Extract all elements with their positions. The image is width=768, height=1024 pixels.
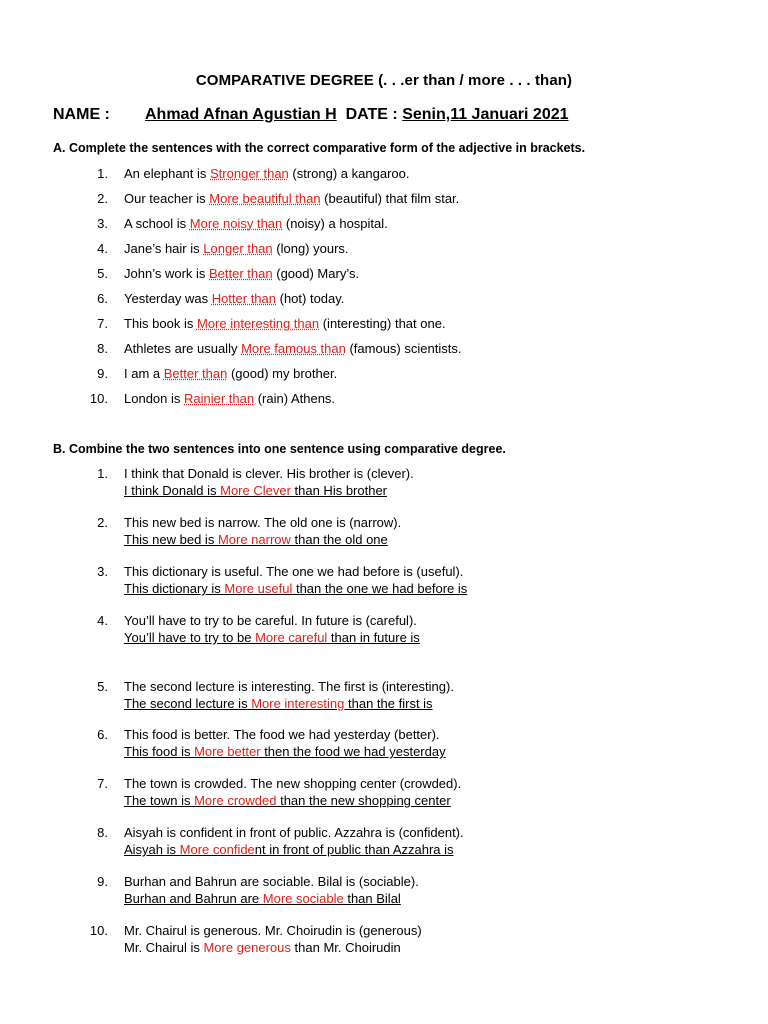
answer-text: This dictionary is (124, 581, 225, 596)
header-line (53, 106, 753, 124)
item-answer: More noisy than (189, 216, 283, 231)
item-answer-line (124, 483, 387, 499)
item-text: (good) my brother. (227, 366, 338, 381)
answer-text: than the new shopping center (276, 793, 451, 808)
item-question: You’ll have to try to be careful. In future is (careful). (124, 613, 417, 628)
item-number: 10. (89, 391, 108, 406)
answer-text: Mr. Chairul is (124, 940, 204, 955)
item-number: 9. (97, 366, 108, 381)
answer-highlight: More careful (255, 630, 328, 645)
item-answer: Longer than (203, 241, 273, 256)
item-answer-line (124, 532, 388, 548)
item-number: 5. (97, 266, 108, 281)
answer-text: than Mr. Choirudin (290, 940, 401, 955)
item-text: (strong) a kangaroo. (288, 166, 410, 181)
item-number: 9. (97, 874, 108, 889)
item-answer: Hotter than (211, 291, 277, 306)
item-number: 3. (97, 564, 108, 579)
item-text: (rain) Athens. (254, 391, 336, 406)
answer-text: Burhan and Bahrun are (124, 891, 263, 906)
answer-text: This new bed is (124, 532, 218, 547)
item-number: 3. (97, 216, 108, 231)
answer-text: than in future is (327, 630, 420, 645)
item-number: 2. (97, 515, 108, 530)
item-question: Mr. Chairul is generous. Mr. Choirudin is (generous) (124, 923, 422, 938)
item-answer-line (124, 940, 401, 956)
item-number: 4. (97, 241, 108, 256)
item-question: This new bed is narrow. The old one is (narrow). (124, 515, 402, 530)
item-answer: Better than (209, 266, 273, 281)
item-text: (long) yours. (272, 241, 349, 256)
item-number: 5. (97, 679, 108, 694)
answer-text: This food is (124, 744, 195, 759)
answer-highlight: More confide (179, 842, 255, 857)
answer-highlight: More useful (224, 581, 293, 596)
item-answer-line (124, 630, 420, 646)
item-text: A school is (124, 216, 190, 231)
answer-text: The town is (124, 793, 195, 808)
item-text: (noisy) a hospital. (282, 216, 388, 231)
item-text: An elephant is (124, 166, 211, 181)
item-question: I think that Donald is clever. His brother is (clever). (124, 466, 414, 481)
item-text: Athletes are usually (124, 341, 242, 356)
item-text: (interesting) that one. (319, 316, 446, 331)
item-question: Burhan and Bahrun are sociable. Bilal is (sociable). (124, 874, 419, 889)
item-text: (famous) scientists. (345, 341, 462, 356)
item-answer: Better than (163, 366, 228, 381)
item-answer: More interesting than (196, 316, 320, 331)
answer-text: The second lecture is (124, 696, 252, 711)
page-title: COMPARATIVE DEGREE (. . .er than / more . . . than) (195, 72, 573, 89)
item-text: (beautiful) that film star. (320, 191, 460, 206)
item-question: This dictionary is useful. The one we had before is (useful). (124, 564, 464, 579)
item-text: Jane’s hair is (124, 241, 204, 256)
answer-highlight: More crowded (194, 793, 277, 808)
item-text: Our teacher is (124, 191, 210, 206)
answer-text: than Bilal (343, 891, 401, 906)
item-text: I am a (124, 366, 164, 381)
answer-highlight: More Clever (220, 483, 291, 498)
item-answer-line (124, 842, 454, 858)
answer-text: You’ll have to try to be (124, 630, 256, 645)
name-value: Ahmad Afnan Agustian H (145, 106, 337, 123)
item-number: 1. (97, 466, 108, 481)
item-number: 1. (97, 166, 108, 181)
item-question: This food is better. The food we had yesterday (better). (124, 727, 440, 742)
item-answer-line (124, 581, 467, 597)
item-number: 2. (97, 191, 108, 206)
item-answer-line (124, 793, 451, 809)
item-question: The town is crowded. The new shopping center (crowded). (124, 776, 462, 791)
answer-text: than the old one (290, 532, 388, 547)
item-text: Yesterday was (124, 291, 212, 306)
date-label: DATE : (345, 106, 398, 123)
answer-text: I think Donald is (124, 483, 221, 498)
item-answer-line (124, 891, 401, 907)
item-text: John’s work is (124, 266, 210, 281)
item-question: The second lecture is interesting. The first is (interesting). (124, 679, 454, 694)
name-label: NAME : (53, 106, 110, 123)
answer-text: than the one we had before is (292, 581, 468, 596)
item-answer: Rainier than (184, 391, 255, 406)
item-text: London is (124, 391, 184, 406)
item-text: This book is (124, 316, 197, 331)
item-question: Aisyah is confident in front of public. Azzahra is (confident). (124, 825, 464, 840)
item-number: 8. (97, 341, 108, 356)
answer-highlight: More better (194, 744, 261, 759)
item-number: 7. (97, 316, 108, 331)
item-number: 7. (97, 776, 108, 791)
item-answer: More beautiful than (209, 191, 321, 206)
answer-highlight: More generous (203, 940, 291, 955)
section-a-heading: A. Complete the sentences with the correct comparative form of the adjective in brackets. (53, 141, 586, 155)
item-answer-line (124, 696, 433, 712)
item-number: 8. (97, 825, 108, 840)
item-text: (good) Mary’s. (272, 266, 360, 281)
item-answer-line (124, 744, 446, 760)
answer-text: than the first is (344, 696, 433, 711)
date-value: Senin,11 Januari 2021 (402, 106, 569, 123)
answer-highlight: More narrow (217, 532, 291, 547)
answer-text: than His brother (290, 483, 388, 498)
item-number: 4. (97, 613, 108, 628)
item-answer: More famous than (241, 341, 346, 356)
item-number: 6. (97, 727, 108, 742)
answer-text: Aisyah is (124, 842, 180, 857)
item-text: (hot) today. (276, 291, 345, 306)
answer-highlight: More sociable (262, 891, 344, 906)
answer-text: then the food we had yesterday (260, 744, 446, 759)
item-number: 6. (97, 291, 108, 306)
section-b-heading: B. Combine the two sentences into one sentence using comparative degree. (53, 442, 506, 456)
item-number: 10. (89, 923, 108, 938)
answer-text: nt in front of public than Azzahra is (254, 842, 454, 857)
answer-highlight: More interesting (251, 696, 345, 711)
item-answer: Stronger than (210, 166, 289, 181)
